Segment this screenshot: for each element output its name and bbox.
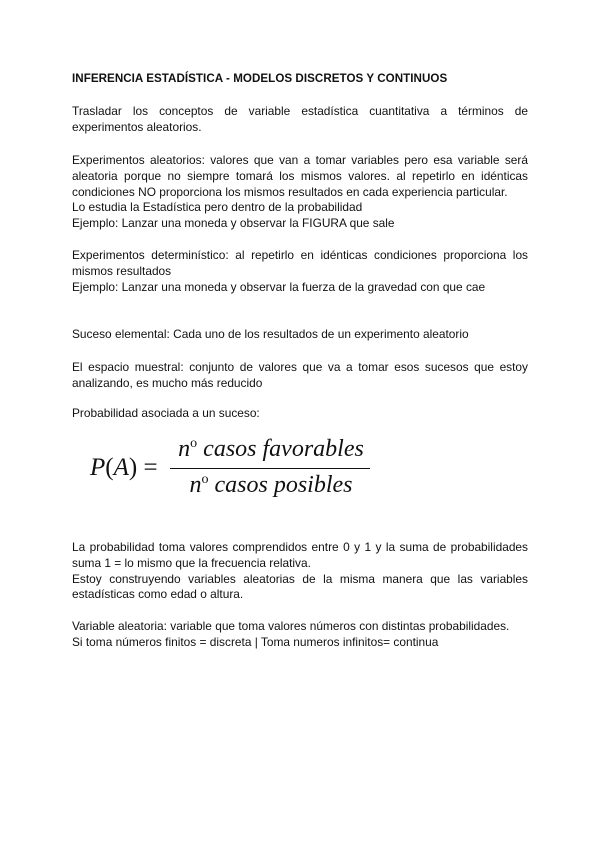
document-title: INFERENCIA ESTADÍSTICA - MODELOS DISCRETOS Y CONTINUOS (72, 72, 448, 85)
text-line: Experimentos determinístico: al repetirlo en idénticas condiciones proporciona los (72, 248, 528, 262)
formula-open-paren: ( (105, 454, 114, 481)
formula-numerator (170, 436, 372, 463)
formula-num-ordinal: o (190, 436, 198, 451)
probability-formula (90, 434, 380, 504)
paragraph-sample-space (72, 360, 528, 392)
text-line: Suceso elemental: Cada uno de los resultados de un experimento aleatorio (72, 327, 469, 341)
text-line: aleatoria porque no siempre tomará los mismos valores. al repetirlo en idénticas (72, 168, 528, 183)
formula-den-text: casos posibles (208, 472, 353, 498)
formula-lhs (90, 454, 158, 482)
paragraph-random-variable (72, 619, 528, 651)
text-line: Trasladar los conceptos de variable estadística cuantitativa a términos de (72, 104, 528, 118)
paragraph-elementary-event (72, 327, 528, 343)
text-line: Probabilidad asociada a un suceso: (72, 406, 260, 420)
formula-close-paren: ) (128, 454, 138, 481)
formula-num-n: n (178, 436, 191, 462)
text-line: Variable aleatoria: variable que toma valores números con distintas probabilidades. (72, 619, 510, 633)
text-line: suma 1 = lo mismo que la frecuencia relativa. (72, 555, 311, 570)
paragraph-random-experiments (72, 153, 528, 232)
paragraph-intro (72, 104, 528, 136)
text-line: El espacio muestral: conjunto de valores que va a tomar esos sucesos que estoy (72, 360, 528, 374)
paragraph-probability-values (72, 540, 528, 603)
text-line: Lo estudia la Estadística pero dentro de la probabilidad (72, 200, 363, 215)
text-line: condiciones NO proporciona los mismos resultados en cada experiencia particular. (72, 184, 508, 199)
text-line: Ejemplo: Lanzar una moneda y observar la FIGURA que sale (72, 216, 395, 231)
formula-fraction-bar (170, 468, 370, 469)
text-line: Si toma números finitos = discreta | Toma numeros infinitos= continua (72, 634, 439, 649)
formula-equals: = (143, 454, 158, 481)
text-line: analizando, es mucho más reducido (72, 375, 263, 390)
paragraph-probability-label (72, 406, 528, 422)
text-line: estadísticas como edad o altura. (72, 587, 244, 602)
text-line: Estoy construyendo variables aleatorias de la misma manera que las variables (72, 571, 528, 586)
formula-den-n: n (189, 472, 202, 498)
text-line: mismos resultados (72, 263, 172, 278)
text-line: Ejemplo: Lanzar una moneda y observar la fuerza de la gravedad con que cae (72, 279, 486, 294)
formula-den-ordinal: o (201, 472, 209, 487)
formula-argument: A (113, 454, 129, 481)
text-line: experimentos aleatorios. (72, 119, 202, 134)
text-line: La probabilidad toma valores comprendidos entre 0 y 1 y la suma de probabilidades (72, 540, 528, 554)
formula-function: P (90, 454, 106, 481)
paragraph-deterministic-experiments (72, 248, 528, 295)
formula-num-text: casos favorables (197, 436, 364, 462)
text-line: Experimentos aleatorios: valores que van a tomar variables pero esa variable será (72, 153, 528, 167)
formula-denominator (170, 472, 372, 499)
